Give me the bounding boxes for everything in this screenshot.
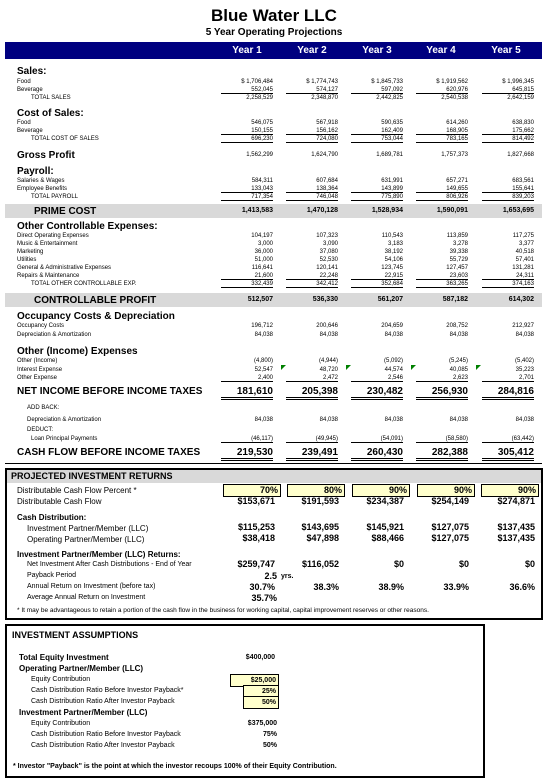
cell-value: 3,183: [387, 241, 403, 247]
cell-value: 208,752: [446, 323, 468, 329]
cell-value: (63,442): [482, 436, 534, 443]
payback-value: 2.5: [264, 571, 277, 581]
cell-value: 196,712: [251, 323, 273, 329]
cell-value: 2,400: [221, 375, 273, 382]
year-3-header: Year 3: [362, 45, 392, 56]
cell-value: 84,038: [515, 332, 534, 338]
payback-unit: yrs.: [281, 573, 294, 580]
total-equity-label: Total Equity Investment: [19, 653, 109, 662]
avg-return-value: 35.7%: [251, 593, 277, 603]
cell-value: 305,412: [482, 447, 534, 461]
cell-value: 84,038: [449, 417, 468, 423]
cell-value: 1,827,668: [507, 152, 534, 158]
annual-return-value: 36.6%: [509, 582, 535, 592]
row-label: General & Administrative Expenses: [17, 265, 112, 271]
cell-value: 260,430: [351, 447, 403, 461]
total-label: NET INCOME BEFORE INCOME TAXES: [17, 386, 203, 397]
row-label: TOTAL COST OF SALES: [31, 136, 99, 142]
year-5-header: Year 5: [491, 45, 521, 56]
year-header-bar: [5, 42, 542, 59]
comment-indicator: [346, 365, 351, 370]
dist-cf-value: $254,149: [431, 496, 469, 506]
comment-indicator: [281, 365, 286, 370]
row-label: TOTAL SALES: [31, 95, 71, 101]
cell-value: 3,377: [518, 241, 534, 247]
cell-value: 783,165: [416, 136, 468, 143]
cell-value: 363,265: [416, 281, 468, 288]
row-label: Food: [17, 120, 31, 126]
inv-before-value: 75%: [262, 731, 277, 738]
op-after-label: Cash Distribution Ratio After Investor Payback: [31, 698, 175, 705]
dist-cf-value: $153,671: [237, 496, 275, 506]
cell-value: 107,323: [316, 233, 338, 239]
cell-value: 51,000: [254, 257, 273, 263]
cell-value: (5,245): [448, 358, 468, 364]
cell-value: 332,439: [221, 281, 273, 288]
cell-value: 1,470,128: [306, 207, 338, 214]
cash-distribution-label: Cash Distribution:: [17, 513, 87, 522]
cell-value: 104,197: [251, 233, 273, 239]
cell-value: 775,890: [351, 194, 403, 201]
cell-value: 3,000: [257, 241, 273, 247]
cell-value: 22,915: [351, 273, 403, 280]
cell-value: 52,547: [254, 367, 273, 373]
row-label: Beverage: [17, 128, 43, 134]
investment-partner-value: $115,253: [237, 522, 275, 532]
row-label: Depreciation & Amortization: [17, 332, 92, 338]
cell-value: 587,182: [442, 296, 468, 303]
cell-value: 746,048: [286, 194, 338, 201]
operating-partner-label: Operating Partner/Member (LLC): [27, 535, 145, 544]
investment-partner-value: $137,435: [497, 522, 535, 532]
operating-partner-value: $47,898: [306, 533, 339, 543]
assumptions-footnote: * Investor "Payback" is the point at which the investor recoups 100% of their Equity Contribution.: [13, 763, 337, 770]
dist-pct-year-5[interactable]: 90%: [481, 484, 539, 497]
row-label: Other (Income): [17, 358, 58, 364]
row-label: TOTAL PAYROLL: [31, 194, 79, 200]
row-label: Utilities: [17, 257, 37, 263]
year-4-header: Year 4: [426, 45, 456, 56]
cell-value: 23,603: [416, 273, 468, 280]
cell-value: 1,413,583: [241, 207, 273, 214]
row-label: Marketing: [17, 249, 44, 255]
cell-value: 37,080: [319, 249, 338, 255]
cell-value: 84,038: [515, 417, 534, 423]
cell-value: 181,610: [221, 386, 273, 400]
cell-value: 352,684: [351, 281, 403, 288]
cell-value: 48,720: [319, 367, 338, 373]
cell-value: 284,816: [482, 386, 534, 400]
dist-pct-label: Distributable Cash Flow Percent *: [17, 486, 137, 495]
cell-value: 143,899: [351, 186, 403, 193]
cell-value: 156,162: [286, 128, 338, 135]
cell-value: 40,085: [449, 367, 468, 373]
op-equity-label: Equity Contribution: [31, 676, 91, 683]
band-label: CONTROLLABLE PROFIT: [34, 295, 157, 306]
op-before-label: Cash Distribution Ratio Before Investor Payback*: [31, 687, 184, 694]
projected-returns-title: PROJECTED INVESTMENT RETURNS: [11, 471, 173, 481]
cell-value: 219,530: [221, 447, 273, 461]
cell-value: 44,574: [384, 367, 403, 373]
cell-value: 230,482: [351, 386, 403, 400]
cell-value: 2,642,159: [507, 95, 534, 101]
cell-value: 717,354: [221, 194, 273, 201]
dist-cf-label: Distributable Cash Flow: [17, 497, 102, 506]
projected-returns-box: [5, 468, 543, 620]
cell-value: 607,684: [316, 178, 338, 184]
net-investment-value: $0: [524, 559, 535, 569]
cell-value: 57,401: [515, 257, 534, 263]
cell-value: (58,580): [416, 436, 468, 443]
operating-partner-value: $137,435: [497, 533, 535, 543]
cell-value: 84,038: [319, 417, 338, 423]
cell-value: 204,659: [381, 323, 403, 329]
report-subtitle: 5 Year Operating Projections: [205, 27, 343, 38]
cell-value: 38,192: [384, 249, 403, 255]
comment-indicator: [476, 365, 481, 370]
cell-value: 52,530: [319, 257, 338, 263]
dist-cf-value: $234,387: [366, 496, 404, 506]
row-label: Beverage: [17, 87, 43, 93]
cell-value: (54,091): [351, 436, 403, 443]
projected-footnote: * It may be advantageous to retain a portion of the cash flow in the business for working capital, capital improvement reserves or other reasons.: [17, 607, 429, 614]
operating-partner-value: $38,418: [242, 533, 275, 543]
annual-return-label: Annual Return on Investment (before tax): [27, 583, 156, 590]
inv-after-label: Cash Distribution Ratio After Investor Payback: [31, 742, 175, 749]
investment-partner-value: $143,695: [301, 522, 339, 532]
cell-value: 374,163: [482, 281, 534, 288]
cell-value: 35,223: [515, 367, 534, 373]
total-label: CASH FLOW BEFORE INCOME TAXES: [17, 447, 201, 458]
section-label: Sales:: [17, 66, 47, 77]
row-label: Salaries & Wages: [17, 178, 65, 184]
gross-profit-label: Gross Profit: [17, 150, 75, 161]
cell-value: 696,230: [221, 136, 273, 143]
cell-value: 724,080: [286, 136, 338, 143]
cell-value: 2,442,825: [376, 95, 403, 101]
operating-partner-assumption-label: Operating Partner/Member (LLC): [19, 664, 144, 673]
inv-after-value: 50%: [262, 742, 277, 749]
op-before-input[interactable]: 25%: [243, 685, 279, 698]
section-label: Other Controllable Expenses:: [17, 221, 158, 232]
year-2-header: Year 2: [297, 45, 327, 56]
row-label: Occupancy Costs: [17, 323, 65, 329]
cell-value: 116,641: [251, 265, 273, 271]
annual-return-value: 38.3%: [313, 582, 339, 592]
section-label: Other (Income) Expenses: [17, 346, 138, 357]
cell-value: (4,800): [253, 358, 273, 364]
net-investment-value: $0: [458, 559, 469, 569]
cell-value: 597,092: [351, 87, 403, 94]
partner-returns-label: Investment Partner/Member (LLC) Returns:: [17, 550, 181, 559]
cell-value: 21,600: [221, 273, 273, 280]
cell-value: (4,944): [318, 358, 338, 364]
cell-value: 1,562,299: [246, 152, 273, 158]
payback-label: Payback Period: [27, 572, 77, 579]
cell-value: 614,260: [446, 120, 468, 126]
cell-value: 590,635: [381, 120, 403, 126]
op-equity-input[interactable]: $25,000: [230, 674, 279, 687]
cell-value: 574,127: [286, 87, 338, 94]
cell-value: $ 1,706,484: [241, 79, 273, 85]
cell-value: 127,457: [446, 265, 468, 271]
cell-value: 40,518: [515, 249, 534, 255]
comment-indicator: [411, 365, 416, 370]
cell-value: (46,117): [221, 436, 273, 443]
cell-value: 1,757,373: [441, 152, 468, 158]
cell-value: 84,038: [254, 417, 273, 423]
dist-cf-value: $274,871: [497, 496, 535, 506]
inv-before-label: Cash Distribution Ratio Before Investor Payback: [31, 731, 181, 738]
section-divider: [5, 463, 542, 464]
cell-value: 117,275: [512, 233, 534, 239]
cell-value: 22,248: [286, 273, 338, 280]
cell-value: 2,546: [351, 375, 403, 382]
company-title: Blue Water LLC: [211, 6, 337, 25]
cell-value: 84,038: [384, 417, 403, 423]
dist-pct-year-4[interactable]: 90%: [417, 484, 475, 497]
cell-value: 24,311: [482, 273, 534, 280]
cell-value: 162,409: [351, 128, 403, 135]
annual-return-value: 33.9%: [443, 582, 469, 592]
cell-value: 536,330: [312, 296, 338, 303]
cell-value: 512,507: [247, 296, 273, 303]
dist-cf-value: $191,593: [301, 496, 339, 506]
cell-value: 84,038: [449, 332, 468, 338]
cell-value: 2,623: [416, 375, 468, 382]
cell-value: $ 1,845,733: [371, 79, 403, 85]
row-label: Direct Operating Expenses: [17, 233, 89, 239]
cell-value: 683,561: [512, 178, 534, 184]
cell-value: 584,311: [251, 178, 273, 184]
row-label: Loan Principal Payments: [31, 436, 98, 442]
cell-value: 168,905: [416, 128, 468, 135]
net-investment-value: $0: [393, 559, 404, 569]
cell-value: 120,141: [316, 265, 338, 271]
cell-value: 814,492: [482, 136, 534, 143]
cell-value: 3,278: [452, 241, 468, 247]
cell-value: 552,045: [221, 87, 273, 94]
cell-value: 133,043: [221, 186, 273, 193]
cell-value: 150,155: [221, 128, 273, 135]
cell-value: 205,398: [286, 386, 338, 400]
row-label: Music & Entertainment: [17, 241, 78, 247]
cell-value: 110,543: [381, 233, 403, 239]
cell-value: 753,044: [351, 136, 403, 143]
cell-value: 131,281: [512, 265, 534, 271]
row-label: TOTAL OTHER CONTROLLABLE EXP.: [31, 281, 137, 287]
dist-pct-year-1[interactable]: 70%: [223, 484, 281, 497]
row-label: Repairs & Maintenance: [17, 273, 80, 279]
dist-pct-year-2[interactable]: 80%: [287, 484, 345, 497]
row-label: Food: [17, 79, 31, 85]
cell-value: $ 1,919,562: [436, 79, 468, 85]
operating-partner-value: $127,075: [431, 533, 469, 543]
cell-value: 2,348,870: [311, 95, 338, 101]
annual-return-value: 38.9%: [378, 582, 404, 592]
year-1-header: Year 1: [232, 45, 262, 56]
cell-value: 84,038: [319, 332, 338, 338]
cell-value: 2,472: [286, 375, 338, 382]
cell-value: 638,830: [512, 120, 534, 126]
cell-value: 123,745: [381, 265, 403, 271]
row-label: Interest Expense: [17, 367, 63, 373]
op-after-input[interactable]: 50%: [243, 696, 279, 709]
cell-value: 149,655: [416, 186, 468, 193]
cell-value: 3,090: [322, 241, 338, 247]
total-equity-value: $400,000: [245, 654, 275, 661]
annual-return-value: 30.7%: [249, 582, 275, 592]
cell-value: 806,926: [416, 194, 468, 201]
section-label: Occupancy Costs & Depreciation: [17, 311, 175, 322]
investment-partner-value: $127,075: [431, 522, 469, 532]
cell-value: 282,388: [416, 447, 468, 461]
row-label: Employee Benefits: [17, 186, 68, 192]
cell-value: 84,038: [254, 332, 273, 338]
cell-value: 239,491: [286, 447, 338, 461]
cell-value: (5,402): [514, 358, 534, 364]
subsection-label: ADD BACK:: [27, 405, 60, 411]
cell-value: 155,641: [482, 186, 534, 193]
investment-partner-assumption-label: Investment Partner/Member (LLC): [19, 708, 148, 717]
cell-value: 1,653,695: [502, 207, 534, 214]
cell-value: 1,689,781: [376, 152, 403, 158]
investment-assumptions-box: [5, 624, 485, 778]
cell-value: 1,590,091: [436, 207, 468, 214]
cell-value: $ 1,774,743: [306, 79, 338, 85]
row-label: Other Expense: [17, 375, 58, 381]
avg-return-label: Average Annual Return on Investment: [27, 594, 146, 601]
cell-value: 645,815: [482, 87, 534, 94]
cell-value: 2,540,538: [441, 95, 468, 101]
cell-value: 212,927: [512, 323, 534, 329]
band-label: PRIME COST: [34, 206, 97, 217]
cell-value: 138,364: [286, 186, 338, 193]
cell-value: 567,918: [316, 120, 338, 126]
cell-value: 256,930: [416, 386, 468, 400]
cell-value: 175,662: [482, 128, 534, 135]
subsection-label: DEDUCT:: [27, 427, 54, 433]
cell-value: 631,991: [381, 178, 403, 184]
cell-value: 620,976: [416, 87, 468, 94]
cell-value: 55,729: [449, 257, 468, 263]
cell-value: 342,412: [286, 281, 338, 288]
cell-value: 614,302: [508, 296, 534, 303]
row-label: Depreciation & Amortization: [27, 417, 102, 423]
section-label: Cost of Sales:: [17, 108, 84, 119]
cell-value: 839,203: [482, 194, 534, 201]
dist-pct-year-3[interactable]: 90%: [352, 484, 410, 497]
net-investment-label: Net Investment After Cash Distributions - End of Year: [27, 561, 192, 568]
assumptions-title: INVESTMENT ASSUMPTIONS: [12, 630, 139, 640]
cell-value: $ 1,996,345: [502, 79, 534, 85]
inv-equity-value: $375,000: [247, 720, 277, 727]
cell-value: 2,258,529: [246, 95, 273, 101]
operating-partner-value: $88,466: [371, 533, 404, 543]
net-investment-value: $116,052: [301, 559, 339, 569]
cell-value: (49,945): [286, 436, 338, 443]
cell-value: 113,859: [446, 233, 468, 239]
cell-value: 561,207: [377, 296, 403, 303]
cell-value: 1,528,934: [371, 207, 403, 214]
section-label: Payroll:: [17, 166, 54, 177]
investment-partner-label: Investment Partner/Member (LLC): [27, 524, 149, 533]
net-investment-value: $259,747: [237, 559, 275, 569]
inv-equity-label: Equity Contribution: [31, 720, 91, 727]
cell-value: 2,701: [482, 375, 534, 382]
cell-value: 546,075: [251, 120, 273, 126]
cell-value: 657,271: [446, 178, 468, 184]
cell-value: 84,038: [384, 332, 403, 338]
investment-partner-value: $145,921: [366, 522, 404, 532]
cell-value: 1,624,790: [311, 152, 338, 158]
cell-value: 39,338: [449, 249, 468, 255]
cell-value: 200,646: [316, 323, 338, 329]
cell-value: (5,092): [383, 358, 403, 364]
cell-value: 36,000: [254, 249, 273, 255]
cell-value: 54,106: [384, 257, 403, 263]
